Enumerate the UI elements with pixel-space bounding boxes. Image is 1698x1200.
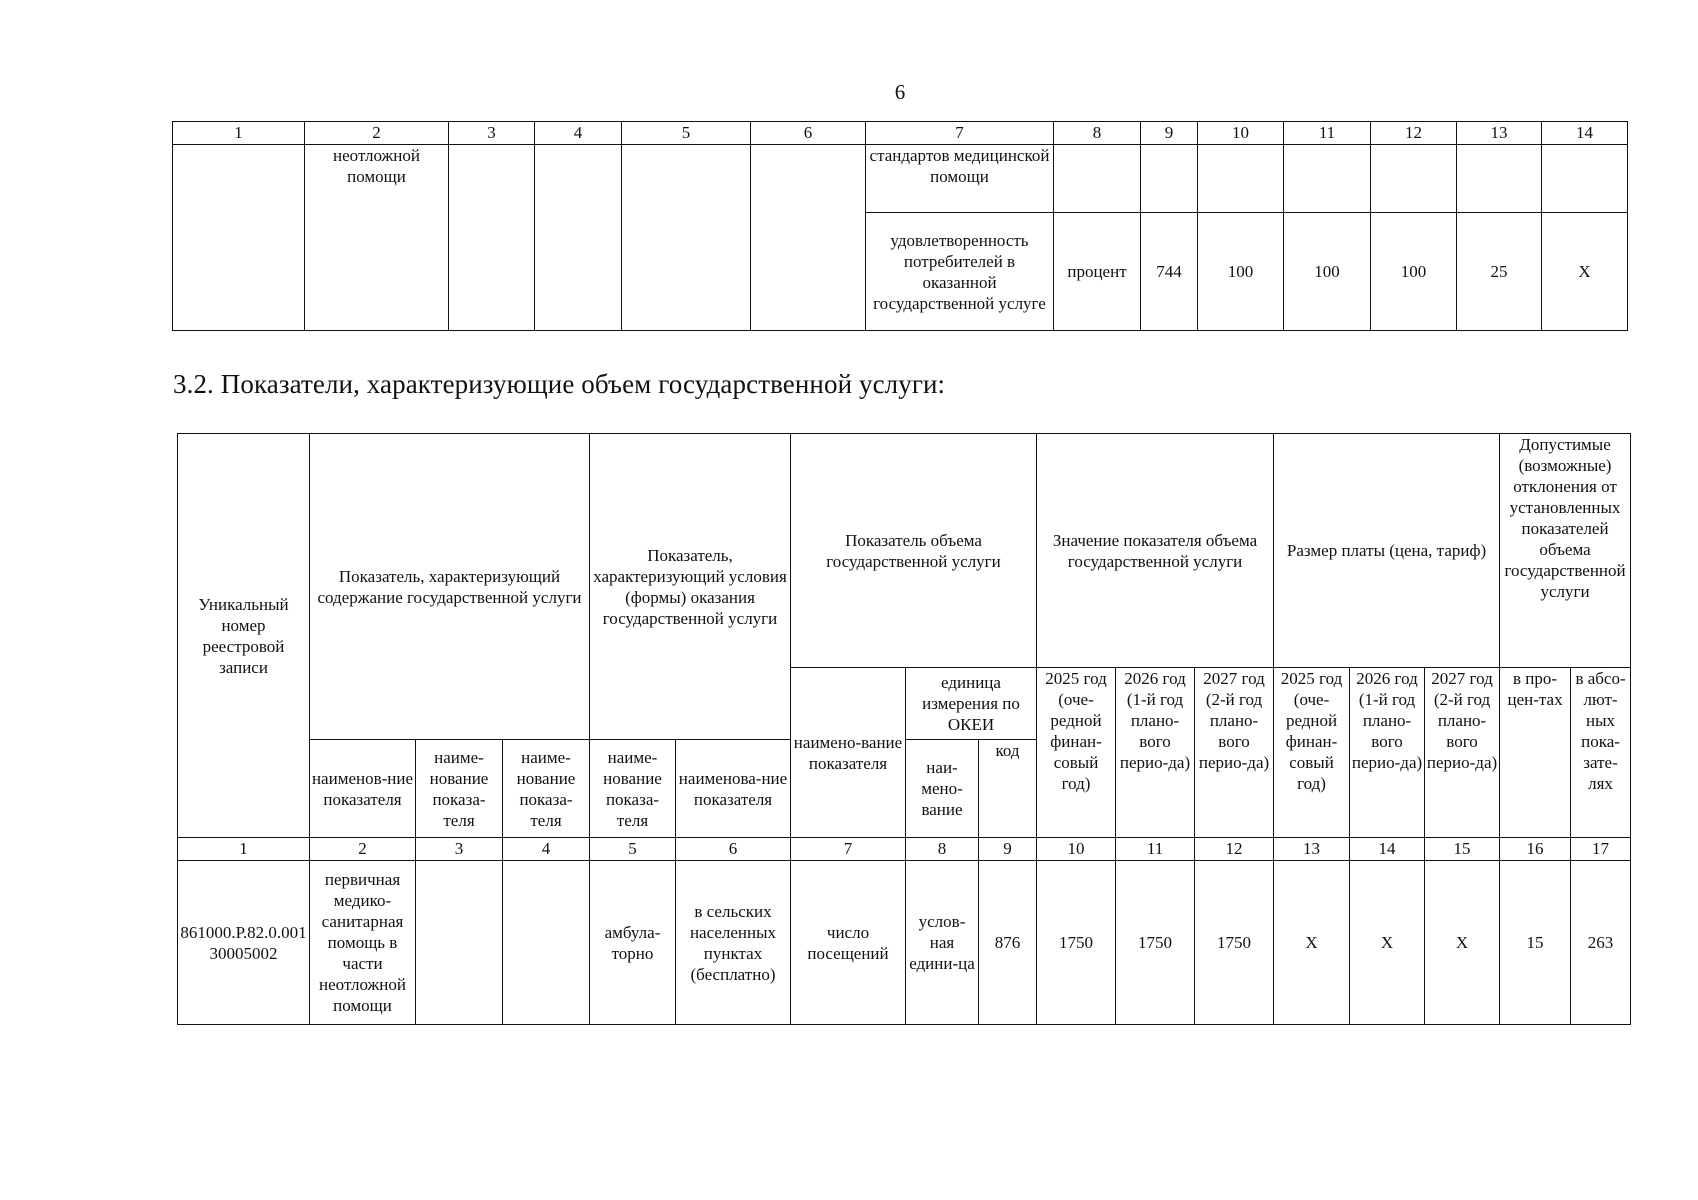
header-row — [178, 434, 1631, 668]
table-cell — [416, 861, 503, 1025]
payment-2026-cell: X — [1350, 861, 1425, 1025]
column-number: 1 — [173, 122, 305, 145]
column-number: 6 — [751, 122, 866, 145]
column-number: 17 — [1571, 838, 1631, 861]
column-number: 11 — [1284, 122, 1371, 145]
table-cell — [622, 145, 751, 331]
table-cell — [1542, 145, 1628, 213]
table-cell — [503, 861, 590, 1025]
column-number: 9 — [1141, 122, 1198, 145]
payment-2026-header: 2026 год (1-й год плано-вого перио-да) — [1350, 668, 1425, 838]
okei-code-cell: 876 — [979, 861, 1037, 1025]
conditions-indicator-name-header: наиме-нование показа-теля — [590, 740, 676, 838]
okei-unit-header: единица измерения по ОКЕИ — [906, 668, 1037, 740]
value-2027-cell: 100 — [1371, 213, 1457, 331]
column-number-row — [173, 122, 1628, 145]
okei-name-header: наи-мено-вание — [906, 740, 979, 838]
deviations-header: Допустимые (возможные) отклонения от установленных показателей объема государственной услуги — [1500, 434, 1631, 668]
column-number: 3 — [416, 838, 503, 861]
conditions-indicator-header: Показатель, характеризующий условия (формы) оказания государственной услуги — [590, 434, 791, 740]
column-number: 14 — [1542, 122, 1628, 145]
payment-2027-header: 2027 год (2-й год плано-вого перио-да) — [1425, 668, 1500, 838]
conditions-location-cell: в сельских населенных пунктах (бесплатно) — [676, 861, 791, 1025]
table-cell — [1284, 145, 1371, 213]
payment-2025-cell: X — [1274, 861, 1350, 1025]
value-2025-cell: 1750 — [1037, 861, 1116, 1025]
deviation-absolute-cell: X — [1542, 213, 1628, 331]
column-number: 10 — [1037, 838, 1116, 861]
conditions-form-cell: амбула-торно — [590, 861, 676, 1025]
column-number: 7 — [866, 122, 1054, 145]
value-2025-cell: 100 — [1198, 213, 1284, 331]
column-number: 13 — [1457, 122, 1542, 145]
payment-2027-cell: X — [1425, 861, 1500, 1025]
column-number: 12 — [1195, 838, 1274, 861]
volume-indicator-header: Показатель объема государственной услуги — [791, 434, 1037, 668]
registry-number-header: Уникальный номер реестровой записи — [178, 434, 310, 838]
quality-indicators-table-continued — [172, 121, 1628, 331]
content-indicator-name-header: наиме-нование показа-теля — [416, 740, 503, 838]
column-number: 12 — [1371, 122, 1457, 145]
value-2025-header: 2025 год (оче-редной финан-совый год) — [1037, 668, 1116, 838]
column-number: 1 — [178, 838, 310, 861]
okei-code-header: код — [979, 740, 1037, 838]
column-number: 13 — [1274, 838, 1350, 861]
content-indicator-name-header: наименов-ние показателя — [310, 740, 416, 838]
value-2026-cell: 100 — [1284, 213, 1371, 331]
volume-value-header: Значение показателя объема государственной услуги — [1037, 434, 1274, 668]
column-number: 4 — [535, 122, 622, 145]
column-number: 9 — [979, 838, 1037, 861]
table-cell — [1371, 145, 1457, 213]
column-number: 11 — [1116, 838, 1195, 861]
column-number: 14 — [1350, 838, 1425, 861]
unit-cell: процент — [1054, 213, 1141, 331]
table-cell — [535, 145, 622, 331]
deviation-percent-cell: 25 — [1457, 213, 1542, 331]
volume-indicator-name-cell: число посещений — [791, 861, 906, 1025]
deviation-absolute-cell: 263 — [1571, 861, 1631, 1025]
column-number: 5 — [590, 838, 676, 861]
deviation-percent-cell: 15 — [1500, 861, 1571, 1025]
indicator-name-cell: удовлетворенность потребителей в оказанной государственной услуге — [866, 213, 1054, 331]
payment-2025-header: 2025 год (оче-редной финан-совый год) — [1274, 668, 1350, 838]
content-indicator-header: Показатель, характеризующий содержание государственной услуги — [310, 434, 590, 740]
value-2026-header: 2026 год (1-й год плано-вого перио-да) — [1116, 668, 1195, 838]
table-cell — [449, 145, 535, 331]
column-number: 16 — [1500, 838, 1571, 861]
content-indicator-cell: первичная медико-санитарная помощь в части неотложной помощи — [310, 861, 416, 1025]
column-number: 2 — [310, 838, 416, 861]
okei-name-cell: услов-ная едини-ца — [906, 861, 979, 1025]
page-number: 6 — [894, 80, 906, 104]
column-number: 8 — [906, 838, 979, 861]
table-cell — [173, 145, 305, 331]
table-cell — [1198, 145, 1284, 213]
table-row — [173, 145, 1628, 213]
column-number: 3 — [449, 122, 535, 145]
deviation-percent-header: в про-цен-тах — [1500, 668, 1571, 838]
column-number: 8 — [1054, 122, 1141, 145]
indicator-name-cell: стандартов медицинской помощи — [866, 145, 1054, 213]
column-number: 15 — [1425, 838, 1500, 861]
column-number: 2 — [305, 122, 449, 145]
volume-indicator-name-header: наимено-вание показателя — [791, 668, 906, 838]
okei-code-cell: 744 — [1141, 213, 1198, 331]
value-2026-cell: 1750 — [1116, 861, 1195, 1025]
column-number: 6 — [676, 838, 791, 861]
column-number: 5 — [622, 122, 751, 145]
column-number: 7 — [791, 838, 906, 861]
service-name-cell: неотложной помощи — [305, 145, 449, 331]
registry-number-cell: 861000.Р.82.0.00130005002 — [178, 861, 310, 1025]
payment-header: Размер платы (цена, тариф) — [1274, 434, 1500, 668]
value-2027-header: 2027 год (2-й год плано-вого перио-да) — [1195, 668, 1274, 838]
table-cell — [1054, 145, 1141, 213]
column-number: 4 — [503, 838, 590, 861]
table-cell — [1457, 145, 1542, 213]
table-cell — [751, 145, 866, 331]
deviation-absolute-header: в абсо-лют-ных пока-зате-лях — [1571, 668, 1631, 838]
table-cell — [1141, 145, 1198, 213]
column-number-row — [178, 838, 1631, 861]
section-heading: 3.2. Показатели, характеризующие объем государственной услуги: — [173, 369, 946, 399]
content-indicator-name-header: наиме-нование показа-теля — [503, 740, 590, 838]
conditions-indicator-name-header: наименова-ние показателя — [676, 740, 791, 838]
column-number: 10 — [1198, 122, 1284, 145]
value-2027-cell: 1750 — [1195, 861, 1274, 1025]
volume-indicators-table — [177, 433, 1631, 1025]
table-row — [178, 861, 1631, 1025]
